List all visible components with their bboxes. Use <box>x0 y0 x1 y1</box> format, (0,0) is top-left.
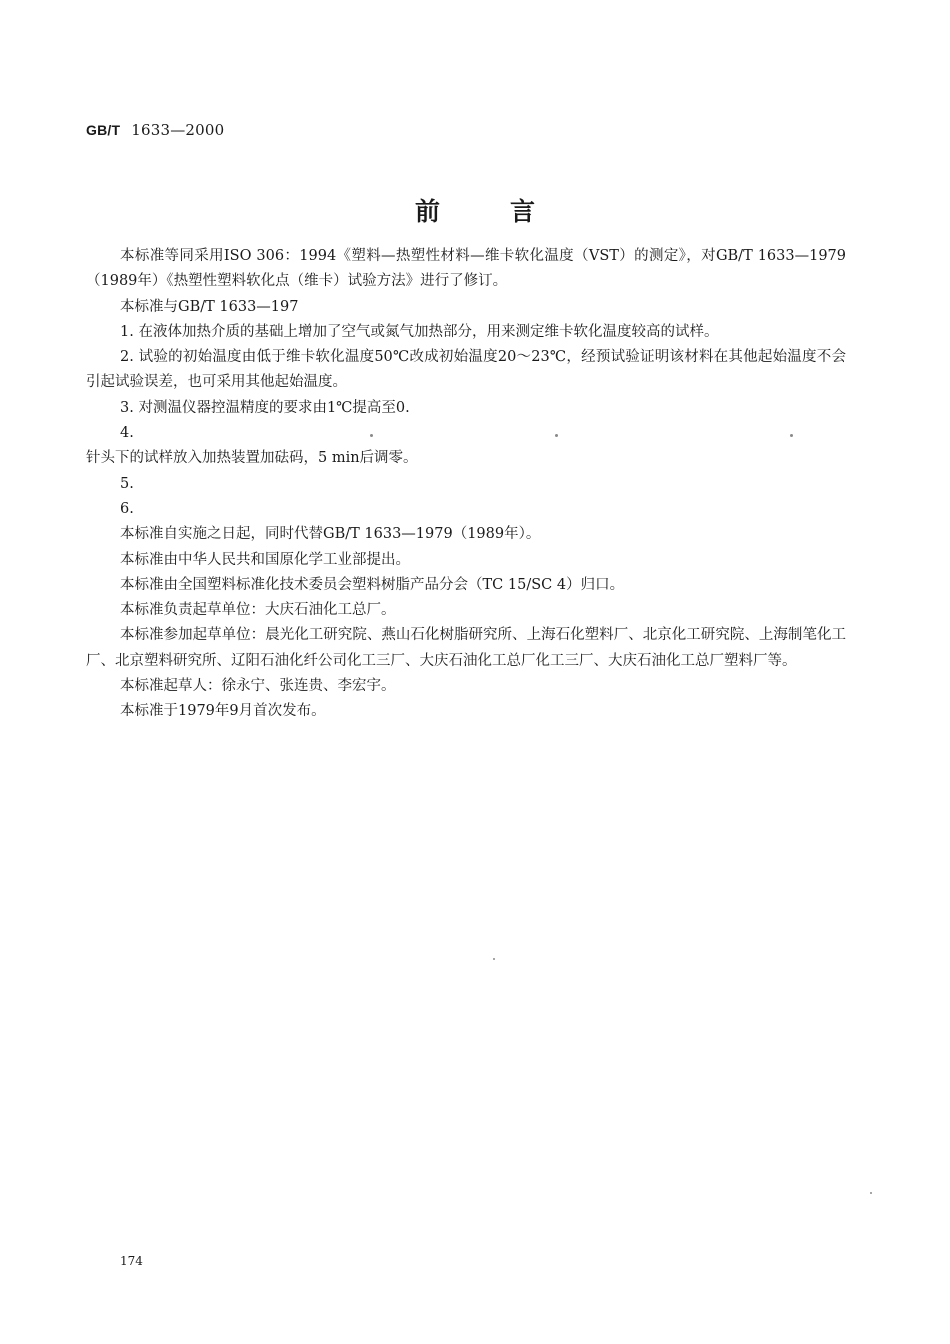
page-number: 174 <box>120 1254 143 1268</box>
paragraph-committee: 本标准由全国塑料标准化技术委员会塑料树脂产品分会（TC 15/SC 4）归口。 <box>120 576 625 593</box>
scan-speck <box>370 434 373 437</box>
paragraph-participating-units: 本标准参加起草单位：晨光化工研究院、燕山石化树脂研究所、上海石化塑料厂、北京化工研究院、上海制笔化工厂、北京塑料研究所、辽阳石油化纤公司化工三厂、大庆石油化工总厂化工三厂、大庆石油化工总厂塑料厂等。 <box>86 627 846 669</box>
list-item-4: 4. <box>120 425 134 442</box>
list-item-1: 1. 在液体加热介质的基础上增加了空气或氮气加热部分，用来测定维卡软化温度较高的试样。 <box>120 323 719 340</box>
scan-speck <box>870 1192 872 1194</box>
foreword-body <box>86 244 846 725</box>
paragraph-first-published: 本标准于1979年9月首次发布。 <box>120 703 326 720</box>
list-item-2: 2. 试验的初始温度由低于维卡软化温度50℃改成初始温度20～23℃，经预试验证明该材料在其他起始温度不会引起试验误差，也可采用其他起始温度。 <box>86 349 846 391</box>
scan-speck <box>555 434 558 437</box>
section-title: 前言 <box>414 197 605 226</box>
paragraph-replacement: 本标准自实施之日起，同时代替GB/T 1633—1979（1989年）。 <box>120 526 541 543</box>
standard-number: 1633—2000 <box>131 121 225 139</box>
list-item-6: 6. <box>120 500 134 517</box>
standard-prefix: GB/T <box>86 122 121 138</box>
standard-header <box>86 121 224 139</box>
paragraph-differences-intro: 本标准与GB/T 1633—197 <box>120 298 299 315</box>
scan-speck <box>790 434 793 437</box>
list-item-3: 3. 对测温仪器控温精度的要求由1℃提高至0. <box>120 399 410 416</box>
paragraph-proposer: 本标准由中华人民共和国原化学工业部提出。 <box>120 551 410 568</box>
scan-speck <box>493 958 495 960</box>
paragraph-adoption: 本标准等同采用ISO 306：1994《塑料—热塑性材料—维卡软化温度（VST）的测定》，对GB/T 1633—1979（1989年）《热塑性塑料软化点（维卡）试验方法》进行了修订。 <box>86 248 846 290</box>
list-item-4-continuation: 针头下的试样放入加热装置加砝码，5 min后调零。 <box>86 450 418 467</box>
paragraph-lead-drafter: 本标准负责起草单位：大庆石油化工总厂。 <box>120 602 396 619</box>
paragraph-drafters: 本标准起草人：徐永宁、张连贵、李宏宇。 <box>120 678 396 695</box>
list-item-5: 5. <box>120 475 134 492</box>
